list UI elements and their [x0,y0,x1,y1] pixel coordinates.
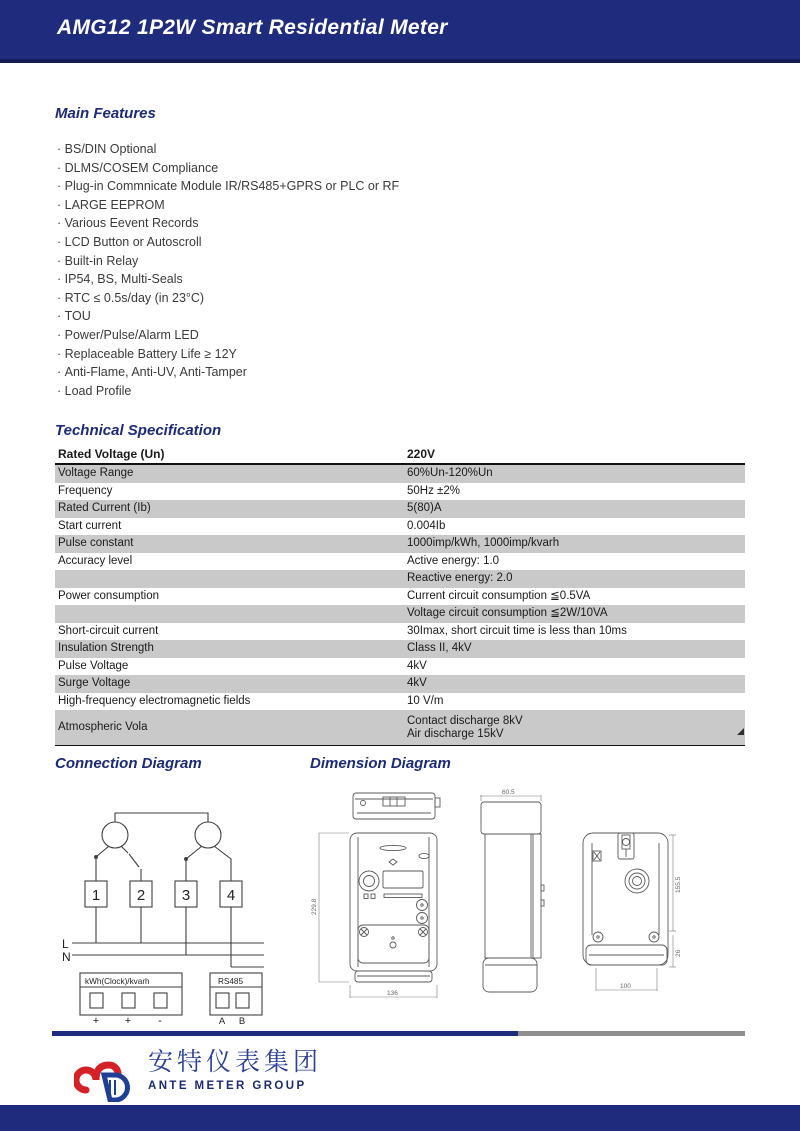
spec-value: 5(80)A [407,502,442,515]
pulse-pin-2: + [124,1015,132,1025]
section-title-technical-specification: Technical Specification [55,422,222,439]
back-width-dim: 100 [620,983,631,990]
terminal-3-label: 3 [181,887,191,904]
spec-row [55,623,745,641]
spec-label [55,570,403,588]
spec-row [55,640,745,658]
feature-item: · Anti-Flame, Anti-UV, Anti-Tamper [57,363,399,382]
feature-item: · TOU [57,307,399,326]
company-logo [74,1048,322,1102]
spec-value: 50Hz ±2% [407,484,460,497]
spec-label: Pulse Voltage [58,659,129,672]
spec-value: 0.004Ib [407,519,446,532]
company-name-en: ANTE METER GROUP [148,1080,307,1092]
pulse-pin-1: + [92,1015,100,1025]
spec-row [55,500,745,518]
spec-row [55,483,745,501]
spec-value: Current circuit consumption ≦0.5VA [407,589,591,602]
spec-label: Power consumption [58,589,159,602]
spec-row [55,570,745,588]
current-coil-left-icon [102,822,128,848]
terminal-2-label: 2 [136,887,146,904]
spec-label: Atmospheric Vola [58,721,148,733]
divider-navy-segment [52,1031,518,1036]
spec-value: Active energy: 1.0 [407,554,500,567]
page-title: AMG12 1P2W Smart Residential Meter [57,16,448,39]
spec-value: 4kV [407,677,427,690]
live-label: L [62,937,69,951]
switch-icon [129,854,139,867]
spec-row [55,535,745,553]
spec-value: 4kV [407,659,427,672]
meter-top-view [353,793,440,819]
spec-value-line: Air discharge 15kV [407,727,504,740]
company-name-block [148,1048,322,1092]
neutral-label: N [62,950,71,964]
spec-header-value: 220V [407,447,436,461]
feature-item: · Replaceable Battery Life ≥ 12Y [57,345,399,364]
terminal-4-label: 4 [226,887,236,904]
section-title-connection-diagram: Connection Diagram [55,755,202,772]
spec-label: Frequency [58,484,113,497]
feature-item: · Power/Pulse/Alarm LED [57,326,399,345]
spec-table [55,446,745,746]
back-step-dim: 26 [675,949,682,957]
spec-value-line: Contact discharge 8kV [407,714,523,727]
spec-label: Start current [58,519,122,532]
spec-value: Voltage circuit consumption ≦2W/10VA [407,607,608,620]
feature-item: · BS/DIN Optional [57,140,399,159]
dimension-diagram [305,785,795,1020]
meter-side-view [481,802,544,992]
header-band [0,0,800,63]
feature-item: · LARGE EEPROM [57,196,399,215]
feature-item: · IP54, BS, Multi-Seals [57,270,399,289]
terminal-1-label: 1 [91,887,101,904]
feature-item: · Built-in Relay [57,252,399,271]
spec-row [55,658,745,676]
spec-header-row [55,446,745,464]
top-wire [115,813,208,822]
spec-row [55,675,745,693]
feature-item: · Load Profile [57,382,399,401]
current-coil-right-icon [195,822,221,848]
spec-label: Accuracy level [58,554,133,567]
rs485-pin-a: A [218,1016,226,1025]
front-height-dim: 229.8 [311,898,318,915]
meter-front-view [350,833,437,982]
spec-label: Voltage Range [58,467,134,480]
feature-item: · DLMS/COSEM Compliance [57,159,399,178]
dimension-lines [319,795,676,998]
back-height-dim: 155.5 [675,876,682,893]
spec-row [55,518,745,536]
spec-row [55,605,745,623]
side-width-dim: 60.5 [502,789,515,796]
spec-value: Class II, 4kV [407,642,472,655]
spec-label: High-frequency electromagnetic fields [58,694,251,707]
spec-value: 60%Un-120%Un [407,467,493,480]
spec-row [55,710,745,746]
connection-diagram [60,793,305,1025]
spec-row [55,553,745,571]
spec-label: Insulation Strength [58,642,154,655]
spec-label: Surge Voltage [58,677,131,690]
meter-back-view [583,833,668,965]
spec-header-label: Rated Voltage (Un) [58,447,165,461]
section-title-main-features: Main Features [55,105,156,122]
spec-value [403,710,745,746]
spec-value: 1000imp/kWh, 1000imp/kvarh [407,537,560,550]
spec-row [55,464,745,483]
feature-item: · Plug-in Commnicate Module IR/RS485+GPRS or PLC or RF [57,177,399,196]
spec-value: Reactive energy: 2.0 [407,572,513,585]
ante-logo-icon [74,1048,138,1102]
spec-row [55,588,745,606]
section-title-dimension-diagram: Dimension Diagram [310,755,451,772]
front-width-dim: 136 [387,990,398,997]
spec-label: Rated Current (Ib) [58,502,151,515]
spec-row [55,693,745,711]
divider-gray-segment [518,1031,745,1036]
spec-value: 30Imax, short circuit time is less than 10ms [407,624,627,637]
rs485-pin-b: B [238,1016,246,1025]
footer-band [0,1105,800,1131]
company-name-cn: 安特仪表集团 [148,1049,323,1076]
feature-item: · RTC ≤ 0.5s/day (in 23°C) [57,289,399,308]
spec-value: 10 V/m [407,694,444,707]
feature-item: · LCD Button or Autoscroll [57,233,399,252]
footer-divider [52,1031,745,1036]
rs485-block-title: RS485 [218,977,244,986]
pulse-pin-3: - [158,1015,162,1025]
features-list [57,140,399,400]
spec-label [55,605,403,623]
spec-table-body [55,446,745,746]
spec-label: Short-circuit current [58,624,159,637]
spec-label: Pulse constant [58,537,134,550]
table-corner-mark [737,728,744,735]
feature-item: · Various Eevent Records [57,214,399,233]
pulse-block-title: kWh(Clock)/kvarh [85,977,150,986]
